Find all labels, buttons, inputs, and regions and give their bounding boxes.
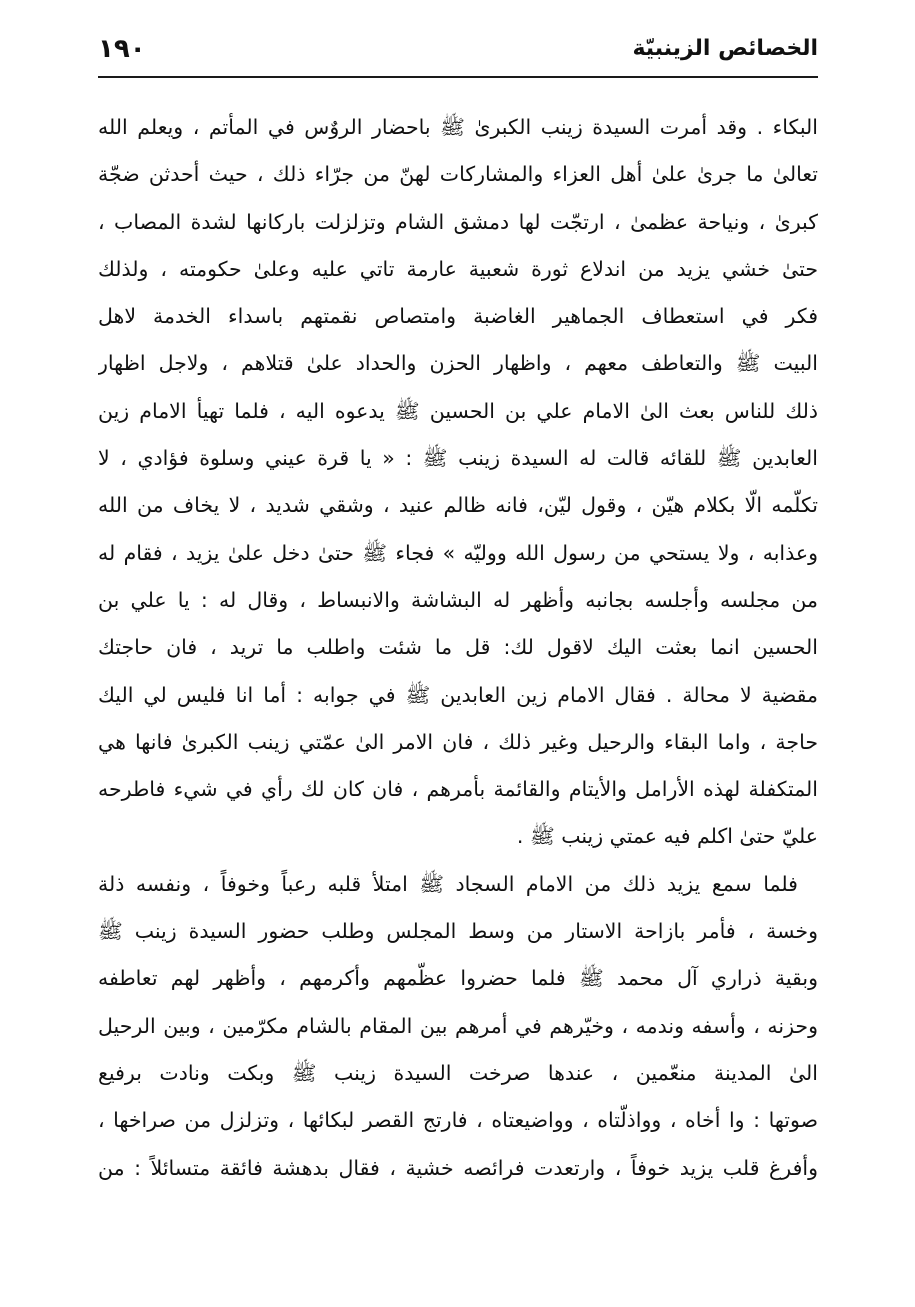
text-line: العابدين ﷺ للقائه قالت له السيدة زينب ﷺ : « يا قرة عيني وسلوة فؤادي ، لا: [98, 446, 818, 471]
text-line: حاجة ، واما البقاء والرحيل وغير ذلك ، فان الامر الىٰ عمّتي زينب الكبرىٰ فانها هي: [98, 729, 818, 754]
text-line: الحسين انما بعثت اليك لاقول لك: قل ما شئت واطلب ما تريد ، فان حاجتك: [98, 635, 818, 660]
text-line: صوتها : وا أخاه ، وواذلّتاه ، وواضيعتاه ، فارتج القصر لبكائها ، وتزلزل من صراخها ،: [98, 1108, 818, 1133]
paragraph-2: [98, 861, 818, 1192]
running-title: الخصائص الزينبيّة: [632, 36, 818, 61]
text-line: وعذابه ، ولا يستحي من رسول الله ووليّه » فجاء ﷺ حتىٰ دخل علىٰ يزيد ، فقام له: [98, 540, 818, 565]
header-rule: [98, 76, 818, 78]
page-number: ١٩٠: [98, 34, 146, 64]
text-line: فلما سمع يزيد ذلك من الامام السجاد ﷺ امتلأ قلبه رعباً وخوفاً ، ونفسه ذلة: [98, 871, 798, 896]
text-line: المتكفلة لهذه الأرامل والأيتام والقائمة بأمرهم ، فان كان لك رأي في شيء فاطرحه: [98, 777, 818, 802]
text-line: عليّ حتىٰ اكلم فيه عمتي زينب ﷺ .: [516, 824, 818, 849]
text-line: وحزنه ، وأسفه وندمه ، وخيّرهم في أمرهم بين المقام بالشام مكرّمين ، وبين الرحيل: [98, 1013, 818, 1038]
text-line: فكر في استعطاف الجماهير الغاضبة وامتصاص نقمتهم باسداء الخدمة لاهل: [98, 304, 818, 329]
text-line: حتىٰ خشي يزيد من اندلاع ثورة شعبية عارمة تاتي عليه وعلىٰ حكومته ، ولذلك: [98, 256, 818, 281]
text-line: كبرىٰ ، ونياحة عظمىٰ ، ارتجّت لها دمشق الشام وتزلزلت باركانها لشدة المصاب ،: [98, 209, 818, 234]
body-text: [98, 104, 818, 1192]
text-line: من مجلسه وأجلسه بجانبه وأظهر له البشاشة والانبساط ، وقال له : يا علي بن: [98, 587, 818, 612]
text-line: تعالىٰ ما جرىٰ علىٰ أهل العزاء والمشاركات لهنّ من جرّاء ذلك ، حيث أحدثن ضجّة: [98, 162, 818, 187]
text-line: البكاء . وقد أمرت السيدة زينب الكبرىٰ ﷺ باحضار الروٌس في المأتم ، ويعلم الله: [98, 115, 818, 139]
text-line: تكلّمه الّا بكلام هيّن ، وقول ليّن، فانه ظالم عنيد ، وشقي شديد ، لا يخاف من الله: [98, 493, 818, 518]
text-line: البيت ﷺ والتعاطف معهم ، واظهار الحزن والحداد علىٰ قتلاهم ، ولاجل اظهار: [98, 351, 818, 376]
text-line: ذلك للناس بعث الىٰ الامام علي بن الحسين ﷺ يدعوه اليه ، فلما تهيأ الامام زين: [98, 398, 818, 423]
text-line: مقضية لا محالة . فقال الامام زين العابدين ﷺ في جوابه : أما انا فليس لي اليك: [98, 682, 818, 707]
paragraph-1: [98, 104, 818, 861]
text-line: وخسة ، فأمر بازاحة الاستار من وسط المجلس وطلب حضور السيدة زينب ﷺ: [98, 919, 818, 944]
text-line: وبقية ذراري آل محمد ﷺ فلما حضروا عظّمهم وأكرمهم ، وأظهر لهم تعاطفه: [98, 966, 818, 991]
text-line: وأفرغ قلب يزيد خوفاً ، وارتعدت فرائصه خشية ، فقال بدهشة فائقة متسائلاً : من: [98, 1155, 818, 1180]
page-header: [98, 30, 818, 76]
text-line: الىٰ المدينة منعّمين ، عندها صرخت السيدة زينب ﷺ وبكت ونادت برفيع: [98, 1060, 818, 1085]
